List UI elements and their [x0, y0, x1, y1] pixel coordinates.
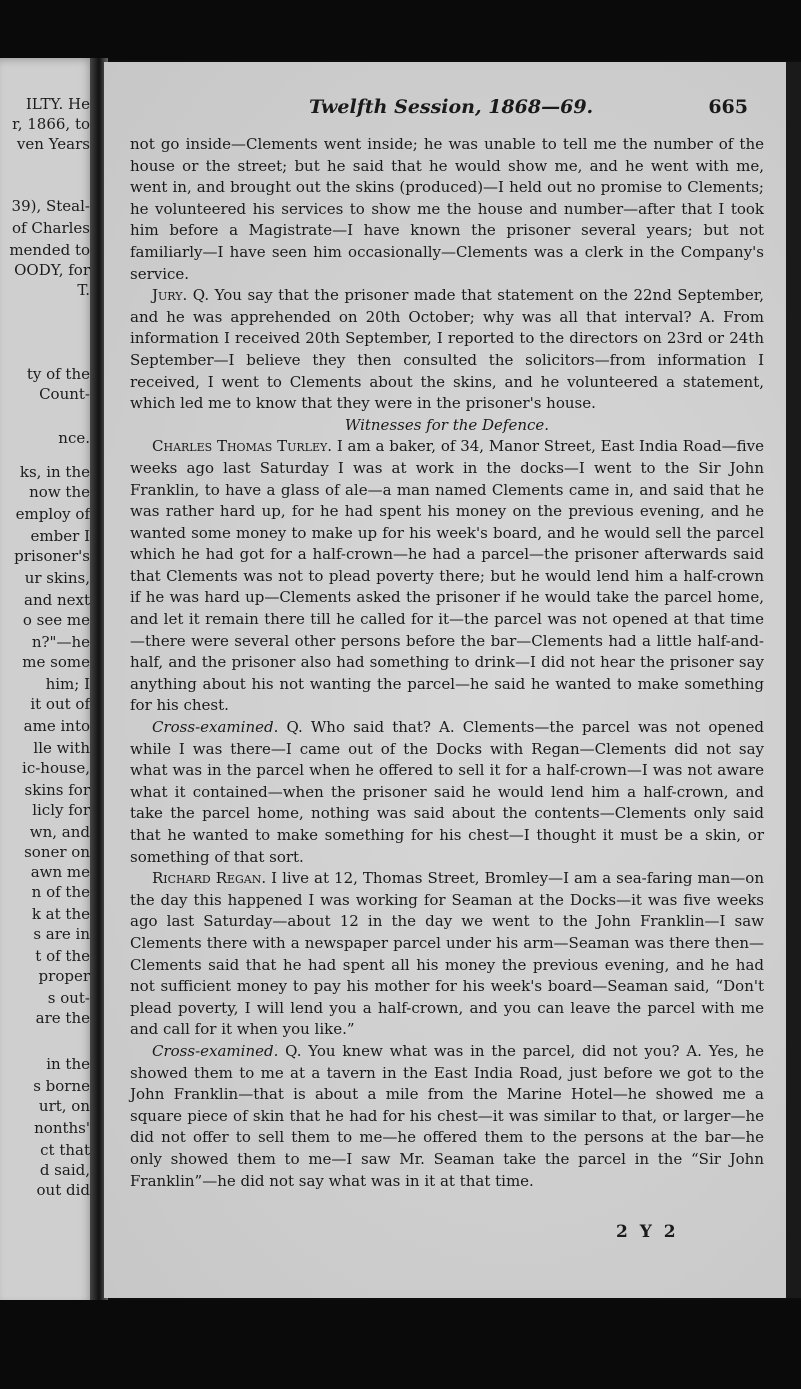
- left-page-fragment: out did: [36, 1181, 90, 1199]
- left-page-fragment: skins for: [24, 781, 90, 799]
- left-page-fragment: s out-: [47, 989, 90, 1007]
- paragraph-text: I live at 12, Thomas Street, Bromley—I am a sea-faring man—on the day this happened I was working for Seaman at the Docks—it was five weeks ago last Saturday—about 12 in the day we went to the John Franklin—I saw Clements there with a newspaper parcel under his arm—Seaman was there then—Clements said that he had spent all his money the previous evening, and he had not sufficient money to pay his mother for his week's board—Seaman said, “Don't plead poverty, I will lend you a half-crown, and you can leave the parcel with me and call for it when you like.”: [130, 869, 764, 1039]
- left-page-fragment: are the: [35, 1009, 90, 1027]
- speaker-label: Jury.: [152, 286, 188, 305]
- left-page-fragment: t of the: [35, 947, 90, 965]
- scan-right-border: [786, 62, 801, 1298]
- left-page-fragment: employ of: [15, 505, 90, 523]
- left-page-fragment: lle with: [33, 739, 90, 757]
- left-page-fragment: him; I: [45, 675, 90, 693]
- left-page-fragment: and next: [24, 591, 90, 609]
- witness-name: Richard Regan.: [152, 869, 267, 888]
- left-page-fragment: prisoner's: [14, 547, 90, 565]
- left-page-fragment: ame into: [23, 717, 90, 735]
- left-page-fragment: soner on: [24, 843, 90, 861]
- document-page: [104, 62, 788, 1298]
- left-page-fragment: me some: [22, 653, 90, 671]
- left-page-fragment: ic-house,: [22, 759, 90, 777]
- left-page-fragment: urt, on: [38, 1097, 90, 1115]
- left-page-fragment: it out of: [30, 695, 90, 713]
- left-page-fragment: n of the: [31, 883, 90, 901]
- paragraph-regan-testimony: [130, 868, 764, 1041]
- left-page-fragment: nonths': [34, 1119, 90, 1137]
- left-page-fragment: ven Years: [16, 135, 90, 153]
- left-page-fragment: r, 1866, to: [12, 115, 90, 133]
- scan-bottom-border: [0, 1300, 801, 1389]
- left-page-fragment: of Charles: [12, 219, 90, 237]
- left-page-fragment: s are in: [33, 925, 90, 943]
- left-facing-page: [0, 58, 96, 1306]
- left-page-fragment: OODY, for: [14, 261, 90, 279]
- signature-mark: 2 Y 2: [616, 1222, 679, 1242]
- paragraph-text: Q. You say that the prisoner made that statement on the 22nd September, and he was apprehended on 20th October; why was all that interval? A. From information I received 20th September, I reported to the directors on 23rd or 24th September—I believe they then consulted the solicitors—from information I received, I went to Clements about the skins, and he volunteered a statement, which led me to know that they were in the prisoner's house.: [130, 286, 764, 413]
- page-header: [104, 92, 788, 122]
- left-page-fragment: in the: [46, 1055, 90, 1073]
- left-page-fragment: T.: [77, 281, 90, 299]
- witness-name: Charles Thomas Turley.: [152, 437, 333, 456]
- left-page-fragment: ILTY. He: [25, 95, 90, 113]
- left-page-fragment: proper: [38, 967, 90, 985]
- paragraph-turley-testimony: [130, 436, 764, 717]
- left-page-fragment: n?"—he: [31, 633, 90, 651]
- left-page-fragment: ct that: [40, 1141, 90, 1159]
- left-page-fragment: licly for: [32, 801, 90, 819]
- left-page-fragment: mended to: [9, 241, 90, 259]
- left-page-fragment: k at the: [31, 905, 90, 923]
- cross-examined-label: Cross-examined.: [152, 1041, 279, 1060]
- left-page-fragment: wn, and: [29, 823, 90, 841]
- left-page-fragment: awn me: [30, 863, 90, 881]
- paragraph-jury-question: [130, 285, 764, 415]
- scan-top-border: [0, 0, 801, 60]
- left-page-fragment: ember I: [30, 527, 90, 545]
- left-page-fragment: 39), Steal-: [11, 197, 90, 215]
- left-page-fragment: Count-: [39, 385, 90, 403]
- left-page-fragment: o see me: [22, 611, 90, 629]
- left-page-fragment: now the: [29, 483, 90, 501]
- left-page-fragment: ur skins,: [24, 569, 90, 587]
- cross-examined-label: Cross-examined.: [152, 718, 279, 737]
- paragraph-turley-cross: [130, 717, 764, 868]
- paragraph-continued-testimony: not go inside—Clements went inside; he was unable to tell me the number of the house or the street; but he said that he would show me, and he went with me, went in, and brought out the skins (produced)—I held out no promise to Clements; he volunteered his services to show me the house and number—after that I took him before a Magistrate—I have known the prisoner several years; but not familiarly—I have seen him occasionally—Clements was a clerk in the Company's service.: [130, 135, 764, 283]
- running-title: Twelfth Session, 1868—69.: [309, 96, 594, 118]
- left-page-fragment: d said,: [39, 1161, 90, 1179]
- paragraph-regan-cross: [130, 1041, 764, 1192]
- left-page-fragment: nce.: [58, 429, 90, 447]
- paragraph-text: Q. You knew what was in the parcel, did not you? A. Yes, he showed them to me at a tavern in the East India Road, just before we got to the John Franklin—that is about a mile from the Marine Hotel—he showed me a square piece of skin that he had for his chest—it was similar to that, or larger—he did not offer to sell them to me—he offered them to the persons at the bar—he only showed them to me—I saw Mr. Seaman take the parcel in the “Sir John Franklin”—he did not say what was in it at that time.: [130, 1041, 764, 1190]
- page-number: 665: [708, 96, 748, 118]
- paragraph-text: I am a baker, of 34, Manor Street, East India Road—five weeks ago last Saturday I was at work in the docks—I went to the Sir John Franklin, to have a glass of ale—a man named Clements came in, and said that he was rather hard up, for he had spent his money on the previous evening, and he wanted some money to make up for his week's board, and he would sell the parcel which he had got for a half-crown—he had a parcel—the prisoner afterwards said that Clements was not to plead poverty there; but he would lend him a half-crown if he was hard up—Clements asked the prisoner if he would take the parcel home, and let it remain there till he called for it—the parcel was not opened at that time—there were several other persons before the bar—Clements had a little half-and-half, and the prisoner also had something to drink—I did not hear the prisoner say anything about his not wanting the parcel—he said he wanted to make something for his chest.: [130, 437, 764, 715]
- body-text: [130, 134, 764, 1192]
- left-page-fragment: ks, in the: [19, 463, 90, 481]
- left-page-fragment: ty of the: [26, 365, 90, 383]
- paragraph-text: Q. Who said that? A. Clements—the parcel was not opened while I was there—I came out of the Docks with Regan—Clements did not say what was in the parcel when he offered to sell it for a half-crown—I was not aware what it contained—when the prisoner said he would lend him a half-crown, and take the parcel home, nothing was said about the contents—Clements only said that he wanted to make something for his chest—I thought it must be a skin, or something of that sort.: [130, 718, 764, 866]
- left-page-fragment: s borne: [33, 1077, 90, 1095]
- section-heading: Witnesses for the Defence.: [344, 415, 550, 434]
